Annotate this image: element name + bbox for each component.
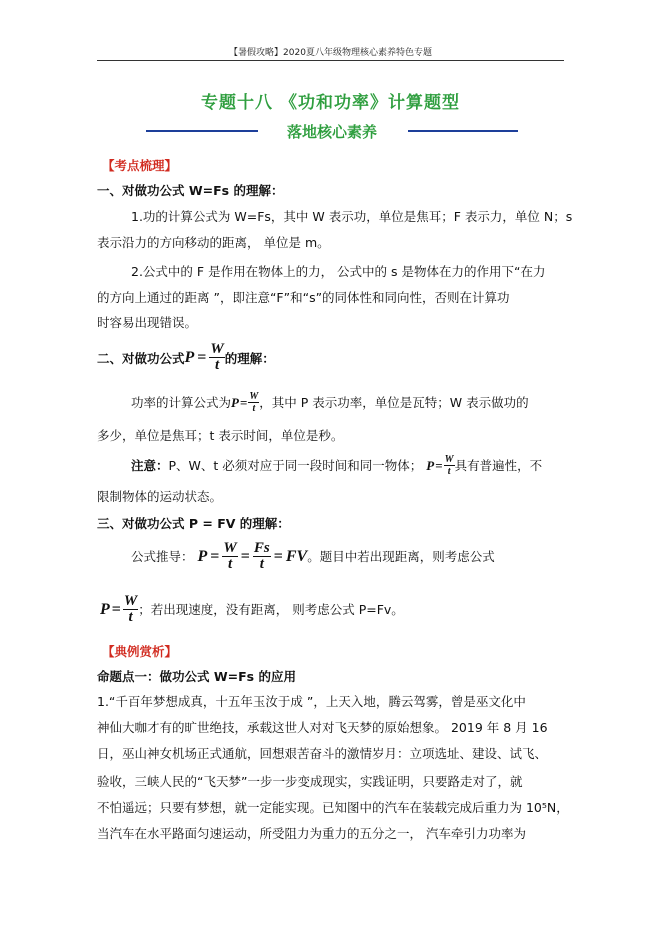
- para1-line2: 表示沿力的方向移动的距离， 单位是 m。: [97, 235, 330, 250]
- formula-p: P: [184, 348, 195, 366]
- derivation-suffix: 。题目中若出现距离，则考虑公式: [307, 548, 495, 564]
- page-title: 专题十八 《功和功率》计算题型: [201, 93, 460, 113]
- para3-line2: 多少，单位是焦耳；t 表示时间，单位是秒。: [97, 428, 344, 443]
- page-header: 【暑假攻略】2020夏八年级物理核心素养特色专题: [229, 48, 432, 58]
- question1-line1: 1.“千百年梦想成真，十五年玉汝于成 ”，上天入地，腾云驾雾，曾是巫文化中: [97, 694, 526, 709]
- choice-formula-p: P: [100, 600, 110, 618]
- derivation-w-denominator: t: [228, 556, 233, 572]
- inline-fraction-numerator: W: [249, 391, 259, 402]
- heading-two-prefix: 二、对做功公式: [97, 350, 185, 366]
- heading-two: [97, 342, 275, 373]
- formula-choice-line: [100, 594, 404, 625]
- derivation-fv: FV: [285, 547, 308, 565]
- note-formula-fraction: [444, 454, 455, 477]
- derivation-fs-denominator: t: [259, 556, 264, 572]
- para3-prefix: 功率的计算公式为: [131, 394, 232, 410]
- question1-line3: 日，巫山神女机场正式通航，回想艰苦奋斗的激情岁月：立项选址、建设、试飞、: [97, 746, 548, 761]
- inline-formula-fraction: [248, 391, 259, 414]
- derivation-fs-numerator: Fs: [253, 540, 270, 556]
- derivation-equals-3: =: [273, 547, 283, 565]
- header-divider: [97, 60, 564, 61]
- question1-line5: 不怕遥远；只要有梦想，就一定能实现。已知图中的汽车在装载完成后重力为 10⁵N，: [97, 800, 569, 815]
- inline-formula-equals: =: [239, 394, 248, 410]
- choice-formula-fraction: [123, 594, 138, 625]
- note-suffix: 具有普遍性，不: [454, 457, 543, 473]
- heading-mingtidian-one: 命题点一：做功公式 W=Fs 的应用: [97, 669, 296, 684]
- para1-line1: 1.功的计算公式为 W=Fs，其中 W 表示功，单位是焦耳；F 表示力，单位 N；s: [131, 209, 573, 224]
- derivation-prefix: 公式推导：: [131, 548, 194, 564]
- note-formula-p: P: [426, 457, 435, 473]
- heading-three: 三、对做功公式 P = FV 的理解：: [97, 516, 290, 531]
- derivation-line: [131, 541, 495, 572]
- derivation-w-numerator: W: [223, 540, 237, 556]
- choice-fraction-numerator: W: [123, 593, 138, 609]
- derivation-fraction-w: [222, 541, 237, 572]
- para2-line1: 2.公式中的 F 是作用在物体上的力， 公式中的 s 是物体在力的作用下“在力: [131, 264, 546, 279]
- derivation-p: P: [197, 547, 208, 565]
- inline-fraction-denominator: t: [252, 403, 256, 414]
- para3-line1: [131, 391, 529, 414]
- para2-line2: 的方向上通过的距离 ”，即注意“F”和“s”的同体性和同向性，否则在计算功: [97, 290, 510, 305]
- formula-equals: =: [197, 348, 207, 366]
- derivation-equals-1: =: [210, 547, 220, 565]
- derivation-fraction-fs: [253, 541, 271, 572]
- para3-suffix: ，其中 P 表示功率，单位是瓦特；W 表示做功的: [259, 394, 529, 410]
- subtitle-left-line: [146, 130, 258, 132]
- subtitle-right-line: [408, 130, 518, 132]
- derivation-equals-2: =: [240, 547, 250, 565]
- heading-two-suffix: 的理解：: [224, 350, 275, 366]
- inline-formula-p: P: [231, 394, 239, 410]
- question1-line2: 神仙大咖才有的旷世绝技，承载这世人对对飞天梦的原始想象。 2019 年 8 月 16: [97, 720, 548, 735]
- section-dianli: 【典例赏析】: [102, 644, 178, 659]
- heading-one: 一、对做功公式 W=Fs 的理解：: [97, 183, 284, 198]
- note-fraction-denominator: t: [447, 466, 451, 477]
- section-kaodian: 【考点梳理】: [102, 158, 178, 173]
- question1-line6: 当汽车在水平路面匀速运动，所受阻力为重力的五分之一， 汽车牵引力功率为: [97, 826, 526, 841]
- choice-fraction-denominator: t: [128, 609, 133, 625]
- note-formula-equals: =: [435, 457, 443, 473]
- subtitle-banner: [146, 121, 518, 141]
- note-label: 注意：: [131, 457, 169, 473]
- note-middle: P、W、t 必须对应于同一段时间和同一物体；: [168, 457, 423, 473]
- choice-formula-equals: =: [111, 600, 121, 618]
- para2-line3: 时容易出现错误。: [97, 315, 198, 330]
- question1-line4: 验收，三峡人民的“飞天梦”一步一步变成现实，实践证明，只要路走对了，就: [97, 774, 523, 789]
- fraction-denominator: t: [215, 357, 220, 373]
- choice-suffix: ；若出现速度，没有距离， 则考虑公式 P=Fv。: [138, 601, 404, 617]
- fraction-numerator: W: [210, 341, 224, 357]
- note-fraction-numerator: W: [444, 454, 454, 465]
- note-line2: 限制物体的运动状态。: [97, 489, 223, 504]
- subtitle-text: 落地核心素养: [286, 123, 377, 141]
- note-line1: [131, 454, 542, 477]
- formula-fraction: [209, 342, 224, 373]
